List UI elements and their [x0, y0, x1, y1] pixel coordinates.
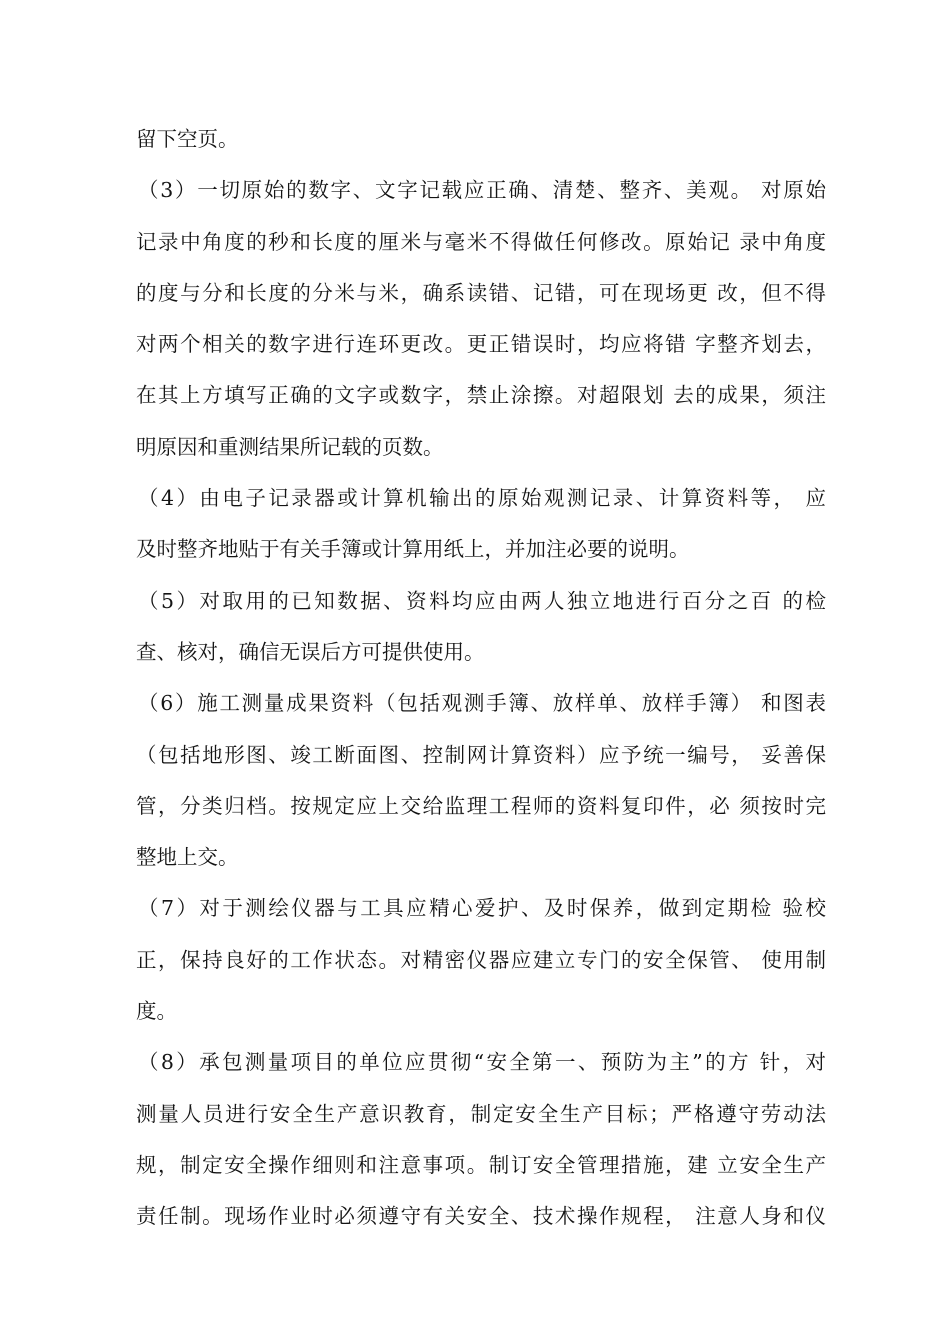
text-line: 管，分类归档。按规定应上交给监理工程师的资料复印件，必 须按时完	[136, 793, 826, 818]
text-line: 明原因和重测结果所记载的页数。	[136, 434, 444, 459]
text-line: 查、核对，确信无误后方可提供使用。	[136, 639, 485, 664]
text-line: （5）对取用的已知数据、资料均应由两人独立地进行百分之百 的检	[138, 588, 826, 613]
text-line: 度。	[136, 999, 177, 1024]
text-line: （8）承包测量项目的单位应贯彻“安全第一、预防为主”的方 针，对	[138, 1050, 826, 1075]
text-line: 责任制。现场作业时必须遵守有关安全、技术操作规程， 注意人身和仪	[136, 1204, 826, 1229]
document-body	[136, 114, 826, 1243]
text-line: 及时整齐地贴于有关手簿或计算用纸上，并加注必要的说明。	[136, 537, 690, 562]
text-line: （6）施工测量成果资料（包括观测手簿、放样单、放样手簿） 和图表	[138, 691, 826, 716]
text-line: （7）对于测绘仪器与工具应精心爱护、及时保养，做到定期检 验校	[138, 896, 826, 921]
text-line: 记录中角度的秒和长度的厘米与毫米不得做任何修改。原始记 录中角度	[136, 229, 826, 254]
text-line: 留下空页。	[136, 127, 239, 151]
text-line: （包括地形图、竣工断面图、控制网计算资料）应予统一编号， 妥善保	[136, 742, 826, 767]
text-line: 在其上方填写正确的文字或数字，禁止涂擦。对超限划 去的成果，须注	[136, 383, 826, 408]
text-line: 整地上交。	[136, 845, 239, 870]
text-line: 测量人员进行安全生产意识教育，制定安全生产目标；严格遵守劳动法	[136, 1101, 826, 1126]
text-line: （4）由电子记录器或计算机输出的原始观测记录、计算资料等， 应	[138, 486, 826, 511]
text-line: 的度与分和长度的分米与米，确系读错、记错，可在现场更 改，但不得	[136, 280, 826, 305]
text-line: 对两个相关的数字进行连环更改。更正错误时，均应将错 字整齐划去，	[136, 332, 826, 357]
text-line: 正，保持良好的工作状态。对精密仪器应建立专门的安全保管、 使用制	[136, 947, 826, 972]
text-line: 规，制定安全操作细则和注意事项。制订安全管理措施，建 立安全生产	[136, 1152, 826, 1177]
text-line: （3）一切原始的数字、文字记载应正确、清楚、整齐、美观。 对原始	[138, 178, 826, 203]
